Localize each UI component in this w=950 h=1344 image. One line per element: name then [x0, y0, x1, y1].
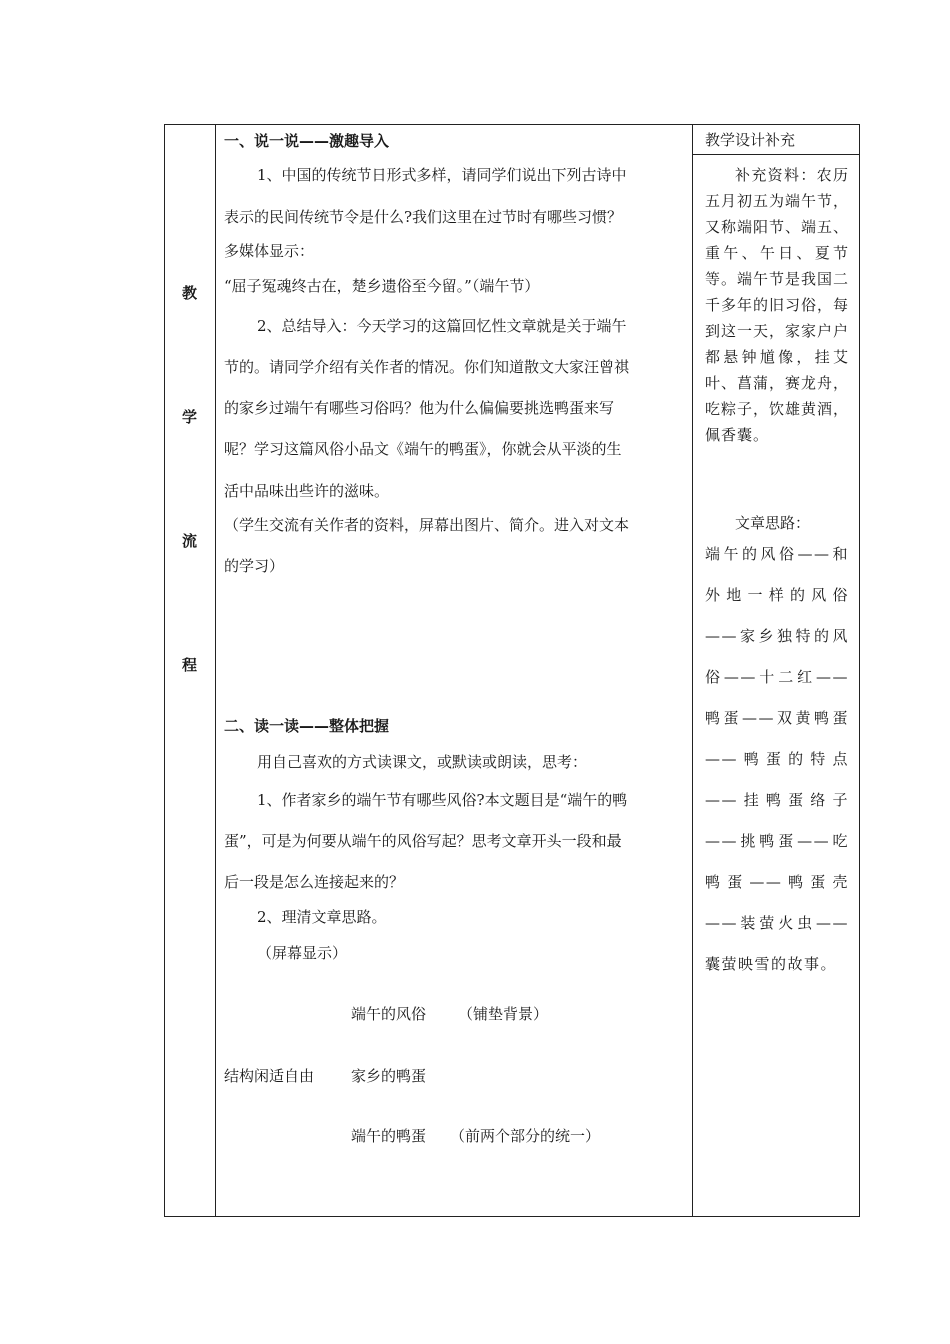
table-border-top [164, 124, 860, 125]
text-line: 2、理清文章思路。 [257, 908, 387, 926]
right-header-divider [692, 154, 860, 155]
text-line: 后一段是怎么连接起来的？ [224, 873, 405, 891]
table-border-right [859, 124, 860, 1217]
text-line: 1、中国的传统节日形式多样，请同学们说出下列古诗中 [257, 166, 627, 184]
text-line: 表示的民间传统节令是什么?我们这里在过节时有哪些习惯？ [224, 208, 623, 226]
right-header [705, 129, 849, 150]
outline-text [705, 534, 849, 985]
side-label-char: 程 [181, 656, 197, 674]
text-line: （屏幕显示） [257, 944, 348, 962]
text-line: 用自己喜欢的方式读课文，或默读或朗读，思考： [257, 753, 588, 771]
outline-title-text: 文章思路： [735, 514, 811, 532]
text-line: 呢？学习这篇风俗小品文《端午的鸭蛋》，你就会从平淡的生 [224, 440, 622, 458]
section-heading: 一、说一说——激趣导入 [224, 132, 390, 150]
text-line: 2、总结导入：今天学习的这篇回忆性文章就是关于端午 [257, 317, 627, 335]
text-line: 的学习） [224, 557, 285, 575]
outline-title [705, 512, 849, 533]
section-heading: 二、读一读——整体把握 [224, 717, 390, 735]
text-line: “屈子冤魂终古在，楚乡遗俗至今留。”（端午节） [224, 277, 540, 295]
text-line: 活中品味出些许的滋味。 [224, 482, 390, 500]
right-header-text: 教学设计补充 [705, 131, 796, 149]
diagram-item: 家乡的鸭蛋 [351, 1067, 427, 1085]
side-label-char: 教 [181, 284, 197, 302]
text-line: 1、作者家乡的端午节有哪些风俗?本文题目是“端午的鸭 [257, 791, 628, 809]
diagram-note: （前两个部分的统一） [450, 1127, 601, 1145]
diagram-note: （铺垫背景） [458, 1005, 549, 1023]
outline-paragraph: 端午的风俗——和外地一样的风俗——家乡独特的风俗——十二红——鸭蛋——双黄鸭蛋——鸭蛋的特点——挂鸭蛋络子——挑鸭蛋——吃鸭蛋——鸭蛋壳——装萤火虫——囊萤映雪的故事。 [705, 545, 849, 973]
text-line: 多媒体显示： [224, 242, 315, 260]
text-line: 蛋”，可是为何要从端午的风俗写起？思考文章开头一段和最 [224, 832, 622, 850]
text-line: 的家乡过端午有哪些习俗吗？他为什么偏偏要挑选鸭蛋来写 [224, 399, 615, 417]
diagram-item: 端午的风俗 [351, 1005, 427, 1023]
text-line: 节的。请同学介绍有关作者的情况。你们知道散文大家汪曾祺 [224, 358, 630, 376]
table-divider-2 [692, 124, 693, 1217]
supplement-text [705, 162, 849, 448]
text-line: （学生交流有关作者的资料，屏幕出图片、简介。进入对文本 [224, 516, 630, 534]
diagram-label: 结构闲适自由 [224, 1067, 315, 1085]
side-label-char: 流 [181, 532, 197, 550]
table-divider-1 [215, 124, 216, 1217]
diagram-item: 端午的鸭蛋 [351, 1127, 427, 1145]
side-label-char: 学 [181, 408, 197, 426]
supplement-paragraph: 补充资料：农历五月初五为端午节，又称端阳节、端五、重午、午日、夏节等。端午节是我国二千多年的旧习俗，每到这一天，家家户户都悬钟馗像，挂艾叶、菖蒲，赛龙舟，吃粽子，饮雄黄酒，佩香囊。 [705, 166, 850, 444]
table-border-bottom [164, 1216, 860, 1217]
lesson-table [164, 124, 860, 1217]
